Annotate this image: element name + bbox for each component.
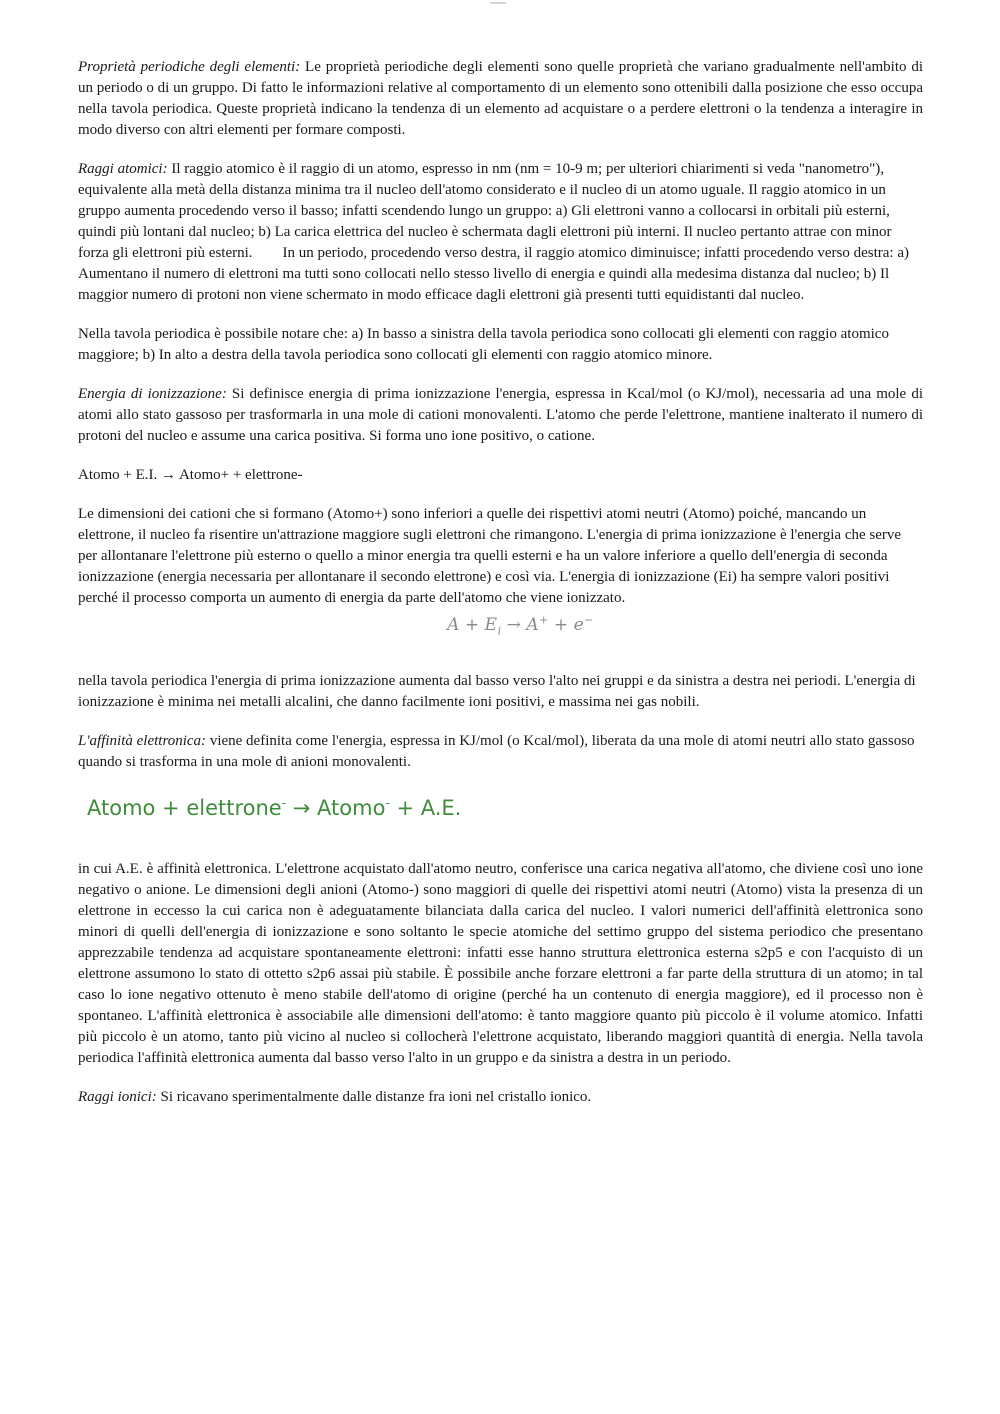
section-title-electron-affinity: L'affinità elettronica:	[78, 733, 207, 749]
formula-cation-charge: +	[539, 613, 549, 626]
affinity-equation-image	[87, 787, 923, 819]
formula-energy-subscript: i	[497, 624, 502, 638]
section-text-periodic-properties: Le proprietà periodiche degli elementi sono quelle proprietà che variano gradualmente nell'ambito di un periodo o di un gruppo. Di fatto le informazioni relative al comportamento di un elemento sono ottenibili dalla posizione che esso occupa nella tavola periodica. Queste proprietà indicano la tendenza di un elemento ad acquistare o a perdere elettroni o la tendenza a interagire in modo diverso con altri elementi per formare composti.	[78, 59, 923, 138]
formula-energy: E	[484, 614, 498, 635]
section-text-ionization-trend: nella tavola periodica l'energia di prima ionizzazione aumenta dal basso verso l'alto nei gruppi e da sinistra a destra nei periodi. L'energia di ionizzazione è minima nei metalli alcalini, che danno facilmente ioni positivi, e massima nei gas nobili.	[78, 673, 916, 710]
affinity-eq-anion-charge: -	[385, 796, 390, 810]
affinity-eq-reactants: Atomo + elettrone	[87, 796, 282, 820]
section-title-periodic-properties: Proprietà periodiche degli elementi:	[78, 59, 301, 75]
affinity-eq-anion: Atomo	[317, 796, 386, 820]
section-text-periodic-table-note: Nella tavola periodica è possibile notare che: a) In basso a sinistra della tavola periodica sono collocati gli elementi con raggio atomico maggiore; b) In alto a destra della tavola periodica sono collocati gli elementi con raggio atomico minore.	[78, 326, 889, 363]
section-text-ionic-radii: Si ricavano sperimentalmente dalle distanze fra ioni nel cristallo ionico.	[156, 1089, 592, 1105]
paragraph-atomic-radii	[78, 159, 923, 306]
paragraph-affinity-details	[78, 859, 923, 1069]
page-header-mark	[490, 2, 506, 4]
paragraph-ionization-equation	[78, 465, 923, 486]
paragraph-periodic-table-note	[78, 324, 923, 366]
document-page	[78, 57, 923, 1126]
formula-plus-2: +	[553, 614, 569, 635]
affinity-eq-energy: + A.E.	[389, 796, 462, 820]
formula-arrow: →	[506, 614, 522, 635]
ionization-formula	[447, 613, 594, 638]
paragraph-ionization-energy	[78, 384, 923, 447]
section-title-ionization-energy: Energia di ionizzazione:	[78, 386, 227, 402]
section-title-atomic-radii: Raggi atomici:	[78, 161, 168, 177]
paragraph-ionic-radii	[78, 1087, 923, 1108]
ionization-equation-text: Atomo + E.I. → Atomo+ + elettrone-	[78, 467, 303, 483]
formula-electron: e	[573, 614, 585, 635]
formula-electron-charge: −	[584, 613, 594, 626]
formula-cation: A	[526, 614, 540, 635]
affinity-eq-electron-charge: -	[281, 796, 287, 810]
section-text-ionization-energy: Si definisce energia di prima ionizzazione l'energia, espressa in Kcal/mol (o KJ/mol), necessaria ad una mole di atomi allo stato gassoso per trasformarla in una mole di cationi monovalenti. L'atomo che perde l'elettrone, mantiene inalterato il numero di protoni del nucleo e assume una carica positiva. Si forma uno ione positivo, o catione.	[78, 386, 923, 444]
section-text-electron-affinity: viene definita come l'energia, espressa in KJ/mol (o Kcal/mol), liberata da una mole di atomi neutri allo stato gassoso quando si trasforma in una mole di anioni monovalenti.	[78, 733, 915, 770]
section-text-atomic-radii: Il raggio atomico è il raggio di un atomo, espresso in nm (nm = 10-9 m; per ulteriori chiarimenti si veda "nanometro"), equivalente alla metà della distanza minima tra il nucleo dell'atomo considerato e il nucleo di un atomo uguale. Il raggio atomico in un gruppo aumenta procedendo verso il basso; infatti scendendo lungo un gruppo: a) Gli elettroni vanno a collocarsi in orbitali più esterni, quindi più lontani dal nucleo; b) La carica elettrica del nucleo è schermata dagli elettroni più interni. Il nucleo pertanto attrae con minor forza gli elettroni più esterni. In un periodo, procedendo verso destra, il raggio atomico diminuisce; infatti procedendo verso destra: a) Aumentano il numero di elettroni ma tutti sono collocati nello stesso livello di energia e quindi alla medesima distanza dal nucleo; b) Il maggior numero di protoni non viene schermato in modo efficace dagli elettroni già presenti tutti equidistanti dal nucleo.	[78, 161, 912, 303]
paragraph-electron-affinity	[78, 731, 923, 773]
section-title-ionic-radii: Raggi ionici:	[78, 1089, 157, 1105]
section-text-affinity-details: in cui A.E. è affinità elettronica. L'elettrone acquistato dall'atomo neutro, conferisce una carica negativa all'atomo, che diviene così uno ione negativo o anione. Le dimensioni degli anioni (Atomo-) sono maggiori di quelle dei rispettivi atomi neutri (Atomo) vista la presenza di un elettrone in eccesso la cui carica non è adeguatamente bilanciata dalla carica del nucleo. I valori numerici dell'affinità elettronica sono minori di quelli dell'energia di ionizzazione e sono soltanto le specie atomiche del settimo gruppo del sistema periodico che presentano apprezzabile tendenza ad acquistare spontaneamente elettroni: infatti esse hanno struttura elettronica esterna s2p5 e con l'acquisto di un elettrone assumono lo stato di ottetto s2p6 assai più stabile. È possibile anche forzare elettroni a far parte della struttura di un atomo; in tal caso lo ione negativo ottenuto è meno stabile dell'atomo di origine (perché ha un contenuto di energia maggiore), ed il processo non è spontaneo. L'affinità elettronica è associabile alle dimensioni dell'atomo: è tanto maggiore quanto più piccolo è il volume atomico. Infatti più piccolo è un atomo, tanto più vicino al nucleo si collocherà l'elettrone acquistato, liberando maggiori quantità di energia. Nella tavola periodica l'affinità elettronica aumenta dal basso verso l'alto in un gruppo e da sinistra a destra in un periodo.	[78, 861, 923, 1066]
ionization-formula-image	[78, 613, 923, 639]
paragraph-periodic-properties	[78, 57, 923, 141]
affinity-eq-arrow: →	[286, 796, 318, 820]
paragraph-ionization-trend	[78, 671, 923, 713]
formula-plus: +	[464, 614, 480, 635]
section-text-cation-dimensions: Le dimensioni dei cationi che si formano (Atomo+) sono inferiori a quelle dei rispettivi atomi neutri (Atomo) poiché, mancando un elettrone, il nucleo fa risentire un'attrazione maggiore sugli elettroni che rimangono. L'energia di prima ionizzazione è l'energia che serve per allontanare l'elettrone più esterno o quello a minor energia tra quelli esterni e ha un valore inferiore a quello dell'energia di seconda ionizzazione (energia necessaria per allontanare il secondo elettrone) e così via. L'energia di ionizzazione (Ei) ha sempre valori positivi perché il processo comporta un aumento di energia da parte dell'atomo che viene ionizzato.	[78, 506, 902, 606]
paragraph-cation-dimensions	[78, 504, 923, 609]
formula-atom: A	[447, 614, 460, 635]
